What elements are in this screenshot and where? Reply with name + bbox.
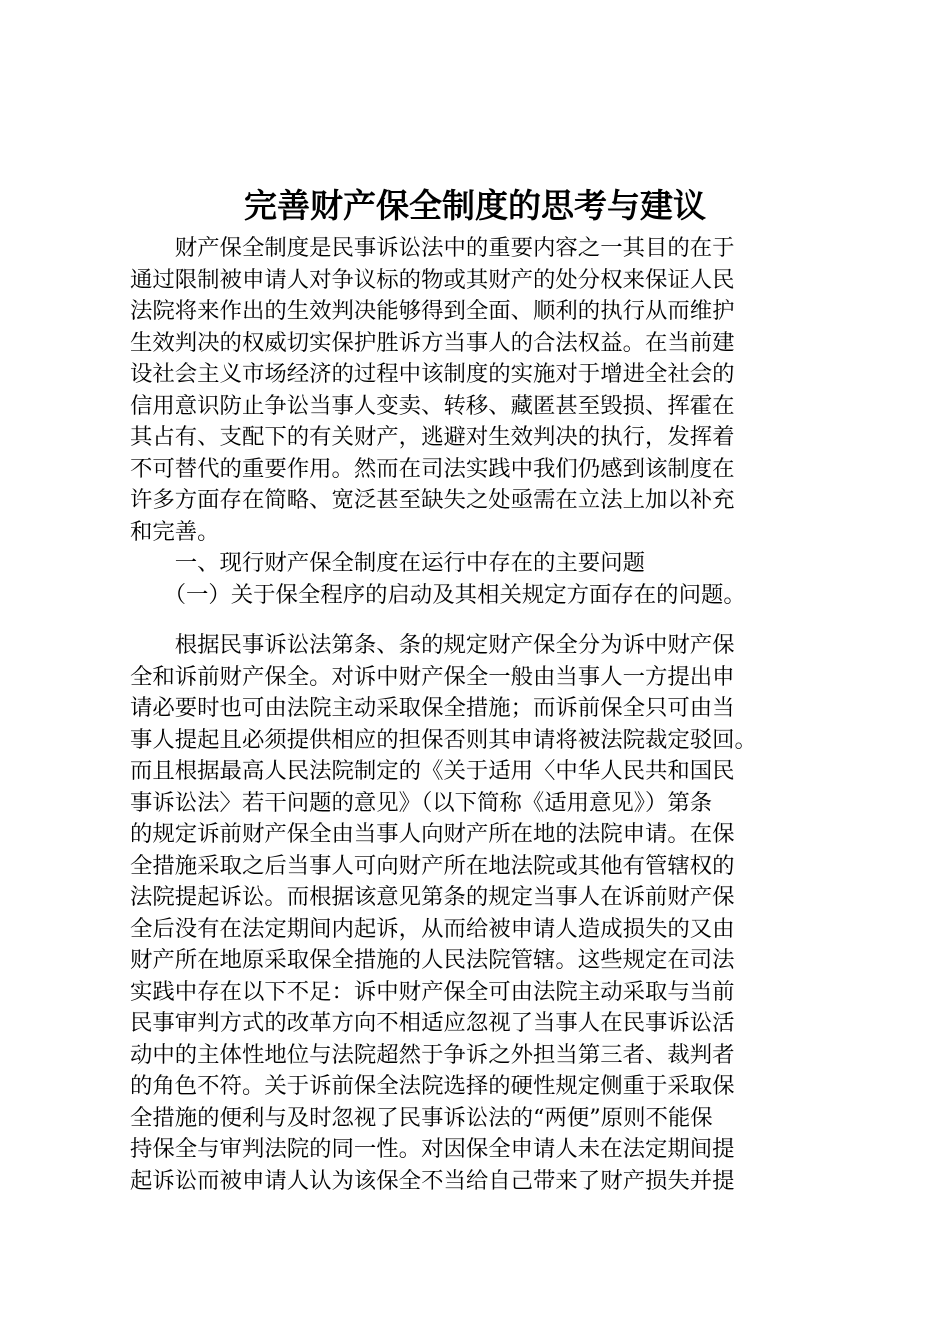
text-line: 事诉讼法〉若干问题的意见》（以下简称《适用意见》）第条	[130, 789, 713, 816]
text-line: 财产保全制度是民事诉讼法中的重要内容之一其目的在于	[130, 235, 735, 261]
text-line: 信用意识防止争讼当事人变卖、转移、藏匿甚至毁损、挥霍在	[130, 392, 735, 419]
text-line: 生效判决的权威切实保护胜诉方当事人的合法权益。在当前建	[130, 329, 735, 356]
text-line: 全措施采取之后当事人可向财产所在地法院或其他有管辖权的	[130, 852, 735, 879]
document-title: 完善财产保全制度的思考与建议	[244, 186, 706, 225]
text-line: 事人提起且必须提供相应的担保否则其申请将被法院裁定驳回。	[130, 726, 757, 753]
text-line: 全措施的便利与及时忽视了民事诉讼法的“两便”原则不能保	[130, 1104, 713, 1131]
text-line: 财产所在地原采取保全措施的人民法院管辖。这些规定在司法	[130, 947, 735, 973]
text-line: 不可替代的重要作用。然而在司法实践中我们仍感到该制度在	[130, 455, 735, 482]
text-line: 民事审判方式的改革方向不相适应忽视了当事人在民事诉讼活	[130, 1010, 735, 1036]
text-line: 而且根据最高人民法院制定的《关于适用〈中华人民共和国民	[130, 758, 735, 784]
text-line: 全后没有在法定期间内起诉，从而给被申请人造成损失的又由	[130, 915, 735, 942]
text-line: 起诉讼而被申请人认为该保全不当给自己带来了财产损失并提	[130, 1167, 735, 1194]
text-line: 请必要时也可由法院主动采取保全措施；而诉前保全只可由当	[130, 695, 735, 721]
text-line: 通过限制被申请人对争议标的物或其财产的处分权来保证人民	[130, 266, 735, 293]
text-line: 的角色不符。关于诉前保全法院选择的硬性规定侧重于采取保	[130, 1073, 735, 1099]
text-line: 的规定诉前财产保全由当事人向财产所在地的法院申请。在保	[130, 821, 735, 847]
text-line: 法院将来作出的生效判决能够得到全面、顺利的执行从而维护	[130, 298, 735, 324]
analysis-section	[130, 630, 830, 1197]
text-line: 根据民事诉讼法第条、条的规定财产保全分为诉中财产保	[130, 632, 735, 658]
text-line: 其占有、支配下的有关财产，逃避对生效判决的执行，发挥着	[130, 424, 735, 450]
text-line: 实践中存在以下不足：诉中财产保全可由法院主动采取与当前	[130, 978, 735, 1005]
text-line: 许多方面存在简略、宽泛甚至缺失之处亟需在立法上加以补充	[130, 487, 735, 513]
text-line: 全和诉前财产保全。对诉中财产保全一般由当事人一方提出申	[130, 663, 735, 690]
intro-section	[130, 233, 830, 611]
section-heading: 一、现行财产保全制度在运行中存在的主要问题	[130, 550, 645, 576]
text-line: 持保全与审判法院的同一性。对因保全申请人未在法定期间提	[130, 1136, 735, 1162]
text-line: 法院提起诉讼。而根据该意见第条的规定当事人在诉前财产保	[130, 884, 735, 910]
text-line: 动中的主体性地位与法院超然于争诉之外担当第三者、裁判者	[130, 1041, 735, 1068]
text-line: 设社会主义市场经济的过程中该制度的实施对于增进全社会的	[130, 361, 735, 387]
text-line: 和完善。	[130, 518, 220, 545]
subsection-heading: （一）关于保全程序的启动及其相关规定方面存在的问题。	[130, 581, 746, 608]
